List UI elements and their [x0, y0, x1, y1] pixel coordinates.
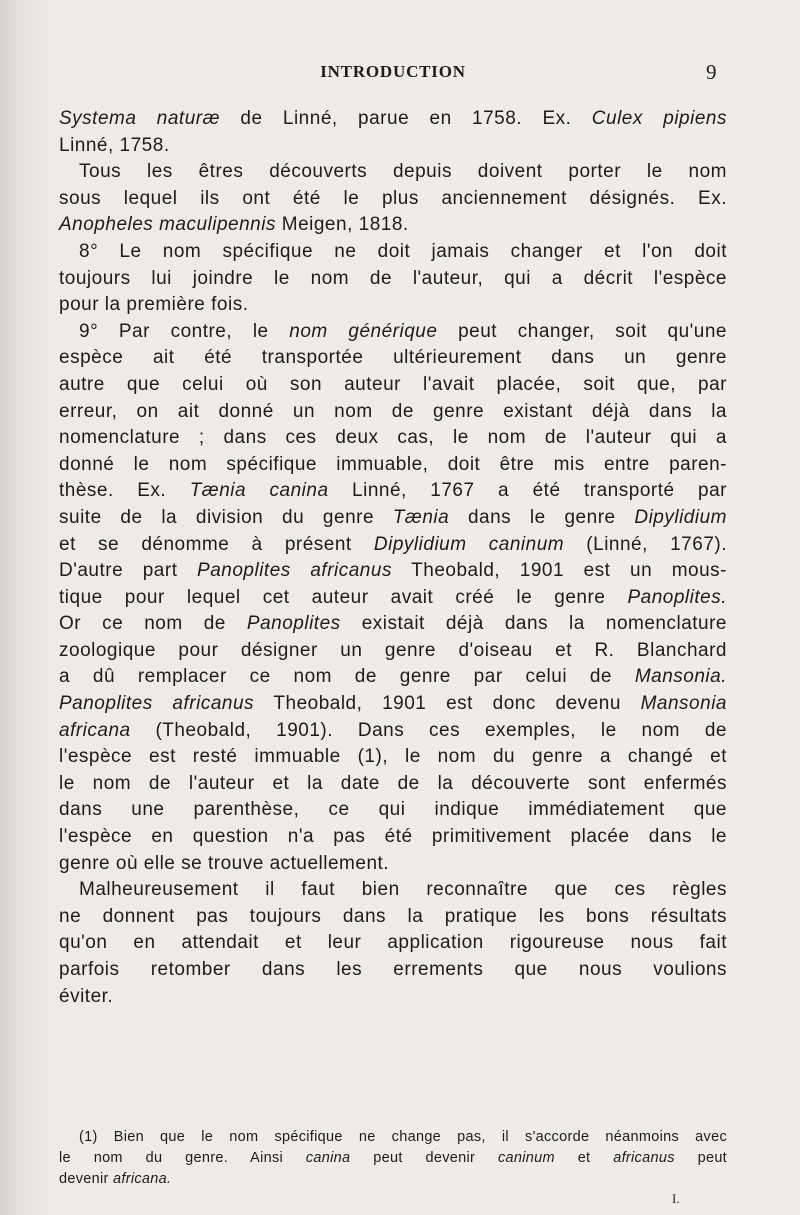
text-line: l'espèce est resté immuable (1), le nom du genre a changé et: [59, 746, 727, 768]
text-line: parfois retomber dans les errements que nous voulions: [59, 959, 727, 980]
emphasis: canina: [305, 1150, 351, 1166]
text-run: tique pour lequel cet auteur avait créé le genre: [59, 586, 628, 608]
emphasis: nom générique: [289, 320, 438, 342]
text-run: Theobald, 1901 est un mous-: [391, 560, 728, 582]
text-line: [59, 611, 727, 638]
species-name: Panoplites africanus: [197, 560, 392, 582]
text-line: Malheureusement il faut bien reconnaître que ces règles: [79, 879, 727, 901]
text-line: espèce ait été transportée ultérieurement dans un genre: [59, 347, 727, 369]
text-run: peut changer, soit qu'une: [437, 320, 728, 342]
emphasis: africana.: [113, 1171, 172, 1187]
species-name: Panoplites africanus: [59, 693, 255, 715]
footnote: [59, 1127, 727, 1190]
species-name: Anopheles maculipennis: [59, 214, 276, 236]
text-run: et se dénomme à présent: [59, 533, 374, 555]
text-run: le nom du genre. Ainsi: [59, 1150, 306, 1166]
text-line: nomenclature ; dans ces deux cas, le nom de l'auteur qui a: [59, 427, 727, 449]
species-name: Systema naturæ: [59, 108, 220, 129]
text-line: dans une parenthèse, ce qui indique immédiatement que: [59, 799, 727, 821]
text-line: 8° Le nom spécifique ne doit jamais changer et l'on doit: [79, 240, 727, 262]
text-line: toujours lui joindre le nom de l'auteur, qui a décrit l'espèce: [59, 267, 727, 289]
text-line: erreur, on ait donné un nom de genre existant déjà dans la: [59, 400, 727, 422]
text-run: thèse. Ex.: [59, 480, 190, 502]
text-line: Linné, 1758.: [59, 134, 170, 156]
genus-name: Tænia: [392, 506, 450, 528]
text-line: autre que celui où son auteur l'avait placée, soit que, par: [59, 373, 727, 395]
page-number: 9: [706, 60, 717, 84]
text-run: de Linné, parue en 1758. Ex.: [220, 108, 592, 129]
text-line: [59, 718, 727, 745]
footnote-line: [59, 1169, 727, 1190]
text-run: Meigen, 1818.: [275, 214, 409, 236]
text-run: existait déjà dans la nomenclature: [340, 613, 728, 635]
text-line: [59, 664, 727, 691]
text-line: zoologique pour désigner un genre d'oiseau et R. Blanchard: [59, 639, 727, 661]
text-run: Theobald, 1901 est donc devenu: [254, 693, 641, 715]
genus-name: Panoplites: [246, 613, 341, 635]
text-line: genre où elle se trouve actuellement.: [59, 852, 390, 874]
text-run: dans le genre: [449, 506, 635, 528]
text-run: (Linné, 1767).: [564, 533, 727, 555]
text-run: a dû remplacer ce nom de genre par celui de: [59, 666, 635, 688]
species-name: Tænia canina: [189, 480, 329, 502]
text-line: Tous les êtres découverts depuis doivent porter le nom: [79, 161, 727, 183]
text-run: Or ce nom de: [59, 613, 247, 635]
body-text: [59, 106, 727, 1010]
text-line: [59, 212, 727, 239]
text-line: éviter.: [59, 985, 114, 1007]
footnote-line: [59, 1148, 727, 1169]
text-run: peut: [674, 1150, 728, 1166]
text-run: 9° Par contre, le: [79, 320, 290, 342]
text-line: pour la première fois.: [59, 294, 249, 316]
emphasis: caninum: [497, 1150, 555, 1166]
text-line: [59, 319, 727, 346]
text-run: (Theobald, 1901). Dans ces exemples, le nom de: [130, 719, 727, 741]
text-line: sous lequel ils ont été le plus anciennement désignés. Ex.: [59, 187, 727, 209]
text-line: [59, 691, 727, 718]
text-line: [59, 558, 727, 585]
footnote-line: (1) Bien que le nom spécifique ne change pas, il s'accorde néanmoins avec: [79, 1129, 727, 1145]
text-line: le nom de l'auteur et la date de la découverte sont enfermés: [59, 772, 727, 794]
text-line: [59, 532, 727, 559]
text-line: ne donnent pas toujours dans la pratique les bons résultats: [59, 905, 727, 927]
species-name: Dipylidium caninum: [373, 533, 565, 555]
emphasis: africanus: [613, 1150, 675, 1166]
text-run: Linné, 1767 a été transporté par: [328, 480, 728, 502]
text-line: [59, 505, 727, 532]
text-line: l'espèce en question n'a pas été primitivement placée dans le: [59, 826, 727, 848]
text-line: [59, 106, 727, 133]
species-name: Culex pipiens: [591, 108, 727, 129]
text-run: devenir: [59, 1171, 113, 1187]
genus-name: Panoplites.: [627, 586, 727, 608]
signature-mark: I.: [672, 1191, 680, 1206]
text-run: suite de la division du genre: [59, 506, 393, 528]
running-title: INTRODUCTION: [320, 62, 466, 81]
genus-name: Mansonia: [640, 693, 727, 715]
text-line: [59, 585, 727, 612]
text-line: qu'on en attendait et leur application rigoureuse nous fait: [59, 932, 727, 954]
text-run: et: [554, 1150, 614, 1166]
text-run: D'autre part: [59, 560, 198, 582]
genus-name: Dipylidium: [634, 506, 727, 528]
text-run: peut devenir: [350, 1150, 498, 1166]
text-line: donné le nom spécifique immuable, doit être mis entre paren-: [59, 453, 727, 475]
genus-name: Mansonia.: [634, 666, 727, 688]
species-name: africana: [59, 719, 131, 741]
text-line: [59, 478, 727, 505]
